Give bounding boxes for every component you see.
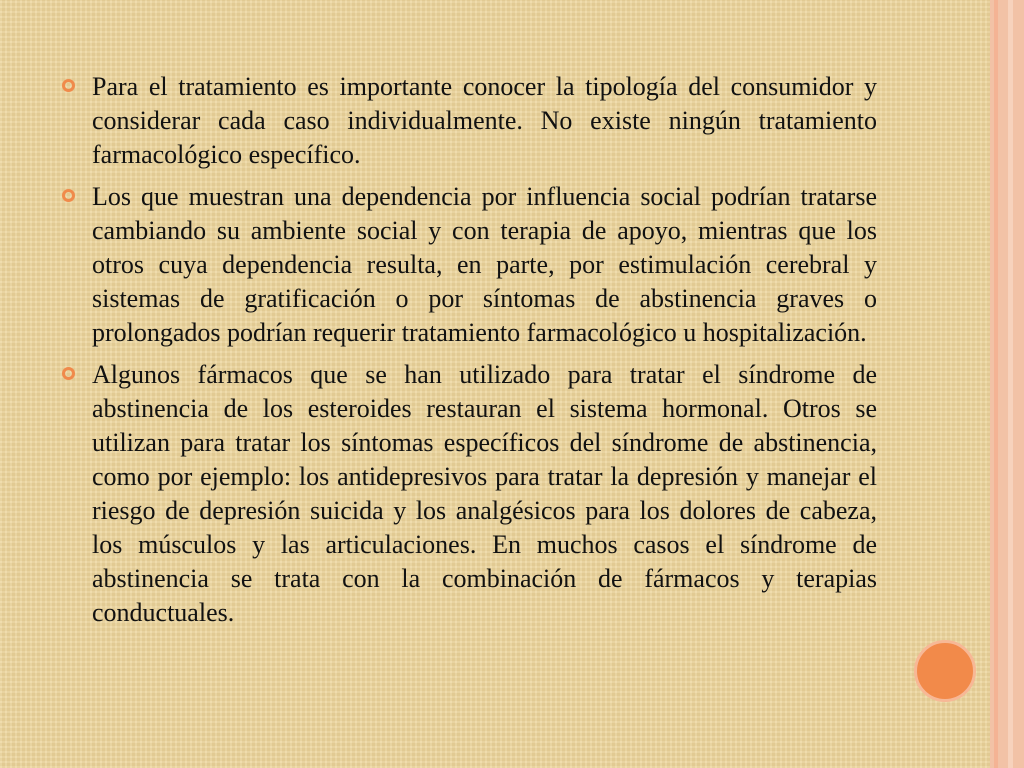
bullet-item — [62, 180, 877, 350]
decorative-circle-icon — [914, 640, 976, 702]
bullet-list — [62, 70, 877, 638]
bullet-text: Para el tratamiento es importante conocer la tipología del consumidor y considerar cada caso individualmente. No existe ningún tratamiento farmacológico específico. — [92, 72, 877, 169]
bullet-ring-icon — [62, 79, 75, 92]
bullet-ring-icon — [62, 189, 75, 202]
right-margin-stripe — [994, 0, 998, 768]
bullet-text: Los que muestran una dependencia por influencia social podrían tratarse cambiando su ambiente social y con terapia de apoyo, mientras que los otros cuya dependencia resulta, en parte, por estimulación cerebral y sistemas de gratificación o por síntomas de abstinencia graves o prolongados podrían requerir tratamiento farmacológico u hospitalización. — [92, 182, 877, 347]
bullet-item — [62, 358, 877, 630]
bullet-item — [62, 70, 877, 172]
right-margin-stripe-light — [1008, 0, 1013, 768]
bullet-text: Algunos fármacos que se han utilizado para tratar el síndrome de abstinencia de los esteroides restauran el sistema hormonal. Otros se utilizan para tratar los síntomas específicos del síndrome de abstinencia, como por ejemplo: los antidepresivos para tratar la depresión y manejar el riesgo de depresión suicida y los analgésicos para los dolores de cabeza, los músculos y las articulaciones. En muchos casos el síndrome de abstinencia se trata con la combinación de fármacos y terapias conductuales. — [92, 360, 877, 627]
bullet-ring-icon — [62, 367, 75, 380]
